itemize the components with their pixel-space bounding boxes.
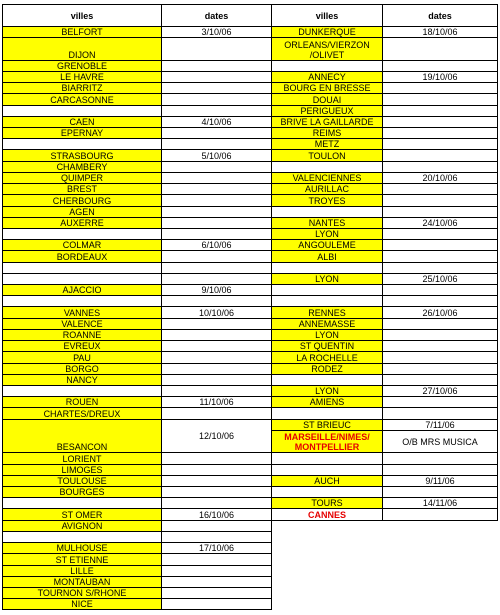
- city-cell: TOURS: [272, 498, 383, 509]
- table-row: [272, 363, 498, 374]
- city-cell: AGEN: [3, 206, 162, 217]
- table-row: [272, 139, 498, 150]
- date-cell: 7/11/06: [383, 419, 498, 430]
- city-cell: LYON: [272, 386, 383, 397]
- date-cell: [383, 296, 498, 307]
- city-cell: [272, 296, 383, 307]
- date-cell: [162, 184, 272, 195]
- table-row: [272, 38, 498, 60]
- table-row: [272, 498, 498, 509]
- table-row: [272, 386, 498, 397]
- city-cell: BELFORT: [3, 27, 162, 38]
- date-cell: 10/10/06: [162, 307, 272, 318]
- date-cell: [162, 453, 272, 464]
- date-cell: [383, 161, 498, 172]
- date-cell: [383, 240, 498, 251]
- table-row: [3, 206, 272, 217]
- city-cell: RODEZ: [272, 363, 383, 374]
- table-row: [272, 430, 498, 452]
- table-row: [272, 27, 498, 38]
- city-cell: AUXERRE: [3, 217, 162, 228]
- city-cell: ROANNE: [3, 329, 162, 340]
- city-cell: LYON: [272, 329, 383, 340]
- table-row: [272, 206, 498, 217]
- date-cell: O/B MRS MUSICA: [383, 430, 498, 452]
- city-cell: [272, 60, 383, 71]
- table-row: [3, 419, 272, 453]
- table-row: [272, 195, 498, 206]
- date-cell: [162, 94, 272, 105]
- city-cell: TOURNON S/RHONE: [3, 587, 162, 598]
- table-row: [3, 161, 272, 172]
- date-cell: 6/10/06: [162, 240, 272, 251]
- table-row: [3, 94, 272, 105]
- date-cell: 25/10/06: [383, 273, 498, 284]
- table-row: [3, 509, 272, 520]
- date-cell: 3/10/06: [162, 27, 272, 38]
- city-cell: BIARRITZ: [3, 83, 162, 94]
- table-row: [3, 262, 272, 273]
- date-cell: [162, 386, 272, 397]
- date-cell: 27/10/06: [383, 386, 498, 397]
- date-cell: [383, 329, 498, 340]
- table-row: [3, 296, 272, 307]
- table-row: [3, 576, 272, 587]
- table-row: [272, 296, 498, 307]
- date-cell: [162, 531, 272, 542]
- table-row: [3, 486, 272, 497]
- table-row: [3, 329, 272, 340]
- date-cell: [162, 139, 272, 150]
- table-row: [3, 587, 272, 598]
- table-row: [3, 38, 272, 60]
- table-row: [3, 251, 272, 262]
- date-cell: [383, 341, 498, 352]
- table-row: [272, 329, 498, 340]
- date-cell: [162, 587, 272, 598]
- date-cell: 20/10/06: [383, 172, 498, 183]
- city-cell: AURILLAC: [272, 184, 383, 195]
- date-cell: [162, 60, 272, 71]
- date-cell: [162, 576, 272, 587]
- table-row: [3, 318, 272, 329]
- date-cell: [383, 195, 498, 206]
- city-cell: CANNES: [272, 509, 383, 520]
- table-row: [3, 195, 272, 206]
- table-row: [272, 150, 498, 161]
- city-cell: [3, 531, 162, 542]
- table-row: [272, 397, 498, 408]
- city-cell: QUIMPER: [3, 172, 162, 183]
- city-cell: [272, 453, 383, 464]
- table-row: [272, 486, 498, 497]
- city-cell: [272, 161, 383, 172]
- table-row: [272, 408, 498, 419]
- city-cell: NANCY: [3, 374, 162, 385]
- date-cell: [383, 228, 498, 239]
- city-cell: METZ: [272, 139, 383, 150]
- date-cell: [162, 486, 272, 497]
- table-row: [3, 116, 272, 127]
- city-cell: AMIENS: [272, 397, 383, 408]
- table-row: [3, 543, 272, 554]
- city-cell: ANNECY: [272, 71, 383, 82]
- city-cell: BORGO: [3, 363, 162, 374]
- table-row: [272, 352, 498, 363]
- date-cell: [162, 273, 272, 284]
- table-row: [272, 374, 498, 385]
- table-row: [3, 139, 272, 150]
- city-cell: BRIVE LA GAILLARDE: [272, 116, 383, 127]
- schedule-table-left: [2, 4, 272, 610]
- date-cell: [162, 195, 272, 206]
- table-row: [3, 599, 272, 610]
- city-cell: LYON: [272, 228, 383, 239]
- city-cell: VALENCE: [3, 318, 162, 329]
- table-row: [272, 240, 498, 251]
- date-cell: 16/10/06: [162, 509, 272, 520]
- table-row: [3, 71, 272, 82]
- table-row: [272, 509, 498, 520]
- city-cell: NANTES: [272, 217, 383, 228]
- city-cell: [272, 262, 383, 273]
- city-cell: BORDEAUX: [3, 251, 162, 262]
- date-cell: [383, 38, 498, 60]
- date-cell: [383, 408, 498, 419]
- table-row: [272, 161, 498, 172]
- date-cell: [162, 464, 272, 475]
- date-cell: 11/10/06: [162, 397, 272, 408]
- date-cell: [383, 486, 498, 497]
- date-cell: [383, 184, 498, 195]
- city-cell: COLMAR: [3, 240, 162, 251]
- city-cell: LIMOGES: [3, 464, 162, 475]
- header-row: [272, 5, 498, 27]
- date-cell: [162, 329, 272, 340]
- table-row: [272, 172, 498, 183]
- table-row: [3, 150, 272, 161]
- city-cell: [3, 139, 162, 150]
- table-row: [3, 374, 272, 385]
- date-cell: 17/10/06: [162, 543, 272, 554]
- date-cell: [162, 363, 272, 374]
- table-row: [3, 475, 272, 486]
- date-cell: [162, 251, 272, 262]
- table-row: [3, 184, 272, 195]
- city-column-header: villes: [272, 5, 383, 27]
- date-cell: [162, 206, 272, 217]
- city-cell: [3, 273, 162, 284]
- city-cell: STRASBOURG: [3, 150, 162, 161]
- table-row: [3, 554, 272, 565]
- date-cell: [162, 520, 272, 531]
- date-cell: 9/10/06: [162, 285, 272, 296]
- table-row: [3, 363, 272, 374]
- city-cell: CAEN: [3, 116, 162, 127]
- city-cell: PERIGUEUX: [272, 105, 383, 116]
- city-cell: CHAMBERY: [3, 161, 162, 172]
- table-row: [272, 262, 498, 273]
- city-cell: NICE: [3, 599, 162, 610]
- date-cell: [383, 285, 498, 296]
- date-cell: [162, 565, 272, 576]
- city-cell: [272, 206, 383, 217]
- city-cell: TOULON: [272, 150, 383, 161]
- city-cell: TOULOUSE: [3, 475, 162, 486]
- date-cell: [162, 71, 272, 82]
- city-cell: BOURG EN BRESSE: [272, 83, 383, 94]
- table-row: [3, 397, 272, 408]
- city-cell: [3, 498, 162, 509]
- city-cell: [272, 464, 383, 475]
- date-cell: [383, 105, 498, 116]
- city-cell: ANGOULEME: [272, 240, 383, 251]
- schedule-table-right: [271, 4, 498, 521]
- date-cell: [383, 251, 498, 262]
- date-cell: [162, 475, 272, 486]
- date-cell: [383, 453, 498, 464]
- city-cell: ORLEANS/VIERZON /OLIVET: [272, 38, 383, 60]
- date-cell: [383, 363, 498, 374]
- table-row: [272, 273, 498, 284]
- date-cell: [162, 83, 272, 94]
- date-cell: [162, 296, 272, 307]
- city-cell: BOURGES: [3, 486, 162, 497]
- table-row: [272, 83, 498, 94]
- table-row: [272, 116, 498, 127]
- date-cell: [162, 127, 272, 138]
- table-row: [3, 565, 272, 576]
- city-cell: LE HAVRE: [3, 71, 162, 82]
- table-row: [3, 105, 272, 116]
- table-row: [272, 94, 498, 105]
- table-row: [3, 408, 272, 419]
- city-cell: LA ROCHELLE: [272, 352, 383, 363]
- city-cell: CHERBOURG: [3, 195, 162, 206]
- date-cell: [162, 341, 272, 352]
- city-cell: CHARTES/DREUX: [3, 408, 162, 419]
- city-cell: DIJON: [3, 38, 162, 60]
- table-row: [272, 307, 498, 318]
- city-cell: AJACCIO: [3, 285, 162, 296]
- date-cell: [383, 464, 498, 475]
- table-row: [3, 498, 272, 509]
- table-row: [272, 341, 498, 352]
- city-cell: GRENOBLE: [3, 60, 162, 71]
- date-cell: [162, 318, 272, 329]
- city-cell: LILLE: [3, 565, 162, 576]
- city-cell: MARSEILLE/NIMES/ MONTPELLIER: [272, 430, 383, 452]
- city-cell: REIMS: [272, 127, 383, 138]
- table-row: [3, 273, 272, 284]
- city-cell: EPERNAY: [3, 127, 162, 138]
- table-row: [3, 127, 272, 138]
- city-cell: [3, 228, 162, 239]
- city-cell: [3, 105, 162, 116]
- table-row: [272, 60, 498, 71]
- city-cell: ANNEMASSE: [272, 318, 383, 329]
- city-cell: ALBI: [272, 251, 383, 262]
- table-row: [3, 464, 272, 475]
- city-cell: MONTAUBAN: [3, 576, 162, 587]
- date-cell: [162, 408, 272, 419]
- date-column-header: dates: [383, 5, 498, 27]
- table-row: [272, 464, 498, 475]
- date-cell: [383, 352, 498, 363]
- city-column-header: villes: [3, 5, 162, 27]
- date-cell: 18/10/06: [383, 27, 498, 38]
- table-row: [272, 184, 498, 195]
- table-row: [3, 453, 272, 464]
- city-cell: ST OMER: [3, 509, 162, 520]
- date-cell: 26/10/06: [383, 307, 498, 318]
- date-cell: [162, 217, 272, 228]
- table-row: [3, 341, 272, 352]
- date-cell: [162, 599, 272, 610]
- table-row: [272, 71, 498, 82]
- date-cell: 9/11/06: [383, 475, 498, 486]
- city-cell: LORIENT: [3, 453, 162, 464]
- table-row: [3, 83, 272, 94]
- date-cell: [383, 83, 498, 94]
- table-row: [3, 352, 272, 363]
- city-cell: DOUAI: [272, 94, 383, 105]
- date-cell: [383, 374, 498, 385]
- table-row: [272, 475, 498, 486]
- date-cell: [383, 509, 498, 520]
- table-row: [272, 419, 498, 430]
- city-cell: MULHOUSE: [3, 543, 162, 554]
- city-cell: [272, 285, 383, 296]
- date-cell: [162, 374, 272, 385]
- date-cell: 14/11/06: [383, 498, 498, 509]
- table-row: [3, 172, 272, 183]
- city-cell: ROUEN: [3, 397, 162, 408]
- city-cell: EVREUX: [3, 341, 162, 352]
- city-cell: VALENCIENNES: [272, 172, 383, 183]
- date-cell: [383, 127, 498, 138]
- table-row: [272, 285, 498, 296]
- city-cell: ST ETIENNE: [3, 554, 162, 565]
- date-cell: [162, 105, 272, 116]
- date-cell: 4/10/06: [162, 116, 272, 127]
- date-cell: 5/10/06: [162, 150, 272, 161]
- city-cell: [3, 296, 162, 307]
- table-row: [272, 228, 498, 239]
- city-cell: BESANCON: [3, 419, 162, 453]
- city-cell: ST QUENTIN: [272, 341, 383, 352]
- table-row: [3, 217, 272, 228]
- table-row: [3, 531, 272, 542]
- date-cell: [162, 38, 272, 60]
- table-row: [272, 217, 498, 228]
- table-row: [3, 307, 272, 318]
- date-cell: [162, 498, 272, 509]
- city-cell: RENNES: [272, 307, 383, 318]
- date-cell: [383, 150, 498, 161]
- date-cell: [162, 161, 272, 172]
- city-cell: ST BRIEUC: [272, 419, 383, 430]
- table-row: [3, 240, 272, 251]
- date-cell: 12/10/06: [162, 419, 272, 453]
- date-cell: [383, 116, 498, 127]
- date-cell: 24/10/06: [383, 217, 498, 228]
- city-cell: TROYES: [272, 195, 383, 206]
- city-cell: DUNKERQUE: [272, 27, 383, 38]
- city-cell: PAU: [3, 352, 162, 363]
- date-cell: [162, 228, 272, 239]
- date-cell: [383, 206, 498, 217]
- header-row: [3, 5, 272, 27]
- city-cell: BREST: [3, 184, 162, 195]
- city-cell: [272, 374, 383, 385]
- city-cell: [3, 262, 162, 273]
- date-cell: [162, 352, 272, 363]
- city-cell: LYON: [272, 273, 383, 284]
- table-row: [272, 453, 498, 464]
- city-cell: [272, 408, 383, 419]
- date-cell: [383, 139, 498, 150]
- city-cell: [3, 386, 162, 397]
- city-cell: [272, 486, 383, 497]
- city-cell: AVIGNON: [3, 520, 162, 531]
- date-column-header: dates: [162, 5, 272, 27]
- city-cell: AUCH: [272, 475, 383, 486]
- date-cell: [383, 94, 498, 105]
- date-cell: [383, 318, 498, 329]
- table-row: [3, 520, 272, 531]
- city-cell: VANNES: [3, 307, 162, 318]
- date-cell: [383, 60, 498, 71]
- table-row: [3, 285, 272, 296]
- table-row: [3, 60, 272, 71]
- table-row: [3, 228, 272, 239]
- table-row: [272, 105, 498, 116]
- city-cell: CARCASONNE: [3, 94, 162, 105]
- date-cell: [162, 262, 272, 273]
- table-row: [272, 251, 498, 262]
- table-row: [272, 127, 498, 138]
- date-cell: [383, 262, 498, 273]
- date-cell: [162, 172, 272, 183]
- date-cell: [162, 554, 272, 565]
- date-cell: [383, 397, 498, 408]
- table-row: [3, 386, 272, 397]
- table-row: [3, 27, 272, 38]
- table-row: [272, 318, 498, 329]
- date-cell: 19/10/06: [383, 71, 498, 82]
